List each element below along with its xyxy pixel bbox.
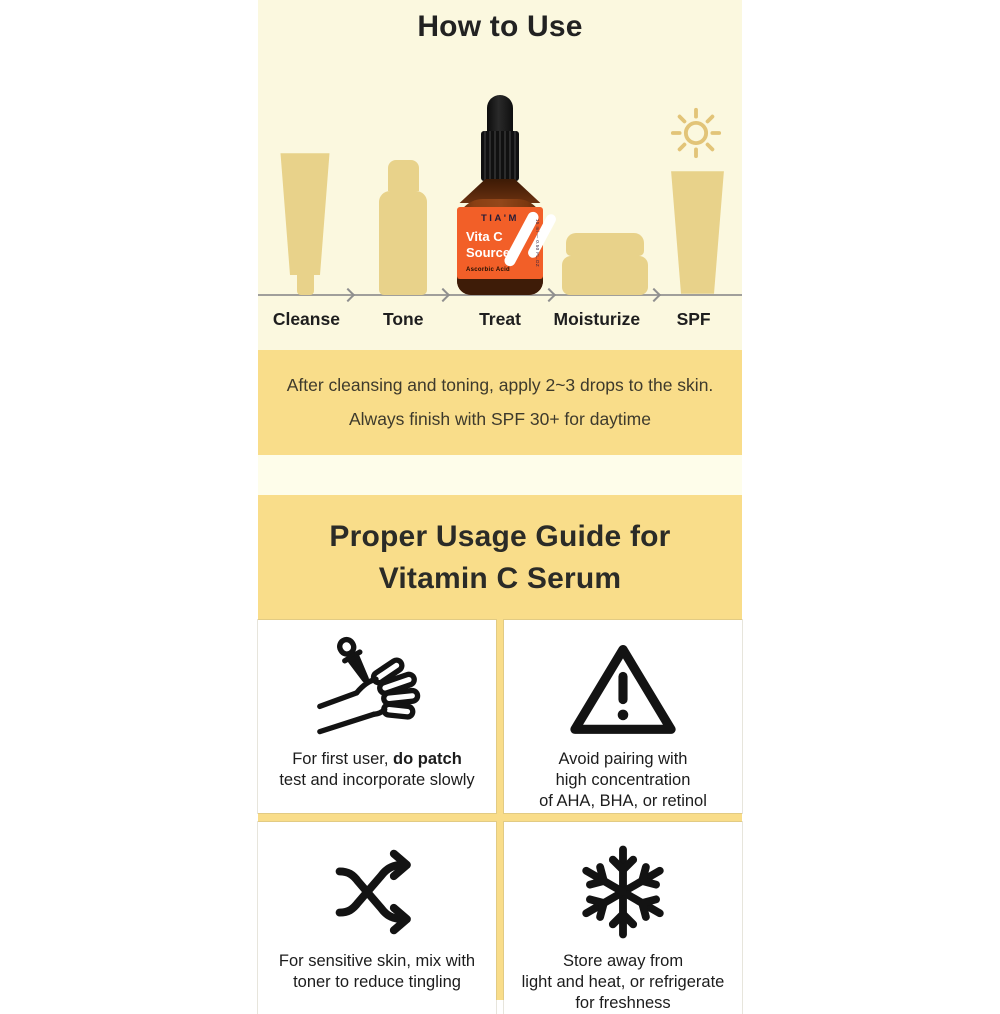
- instruction-line-1: After cleansing and toning, apply 2~3 drops to the skin.: [286, 375, 714, 395]
- moisturizer-jar-icon: [565, 233, 645, 295]
- bottle-base: [457, 279, 543, 295]
- product-name: Vita C Source: [466, 229, 511, 260]
- tip-text: Store away from light and heat, or refrigerate for freshness: [521, 952, 725, 1012]
- serum-bottle: [455, 95, 545, 295]
- step-labels: [258, 309, 742, 330]
- product-ingredient: Ascorbic Acid: [466, 267, 511, 273]
- guide-heading-box: [258, 495, 742, 620]
- snowflake-icon: [575, 844, 671, 940]
- tip-text: For first user, do patch test and incorporate slowly: [279, 750, 475, 789]
- tip-avoid-pairing: [504, 620, 742, 813]
- instruction-line-2: Always finish with SPF 30+ for daytime: [349, 409, 651, 429]
- guide-heading: Proper Usage Guide for Vitamin C Serum: [329, 519, 671, 595]
- step-label-tone: Tone: [382, 309, 424, 329]
- step-label-cleanse: Cleanse: [272, 309, 340, 329]
- sun-icon: [669, 106, 723, 160]
- arrow-right-icon: [647, 288, 661, 302]
- tip-text: For sensitive skin, mix with toner to reduce tingling: [278, 952, 476, 991]
- tip-store-cool: [504, 822, 742, 1014]
- instruction-box: [258, 350, 742, 455]
- dropper-bulb: [487, 95, 513, 135]
- section-gap: [258, 455, 742, 495]
- content-column: [258, 0, 742, 1012]
- brand-logo: TIA'M: [481, 213, 519, 224]
- step-label-spf: SPF: [676, 309, 711, 329]
- cleanser-tube-icon: [280, 152, 330, 295]
- spf-tube-icon: [670, 170, 725, 295]
- arrow-right-icon: [436, 288, 450, 302]
- step-label-treat: Treat: [479, 309, 521, 329]
- tip-patch-test: [258, 620, 496, 813]
- tips-grid: [258, 620, 742, 1012]
- toner-bottle-icon: [379, 160, 427, 295]
- shuffle-icon: [328, 849, 426, 935]
- patch-test-dropper-hand-icon: [314, 636, 440, 740]
- tip-text: Avoid pairing with high concentration of AHA, BHA, or retinol: [539, 750, 707, 810]
- bottle-label: [457, 207, 543, 279]
- dropper-cap: [481, 131, 519, 181]
- page-title: How to Use: [417, 10, 583, 43]
- arrow-right-icon: [341, 288, 355, 302]
- step-label-moisturize: Moisturize: [553, 309, 641, 329]
- product-volume: 15 ml — 0.50 FL.OZ: [535, 219, 540, 267]
- routine-section: [258, 0, 742, 350]
- tip-mix-with-toner: [258, 822, 496, 1014]
- warning-triangle-icon: [565, 638, 681, 738]
